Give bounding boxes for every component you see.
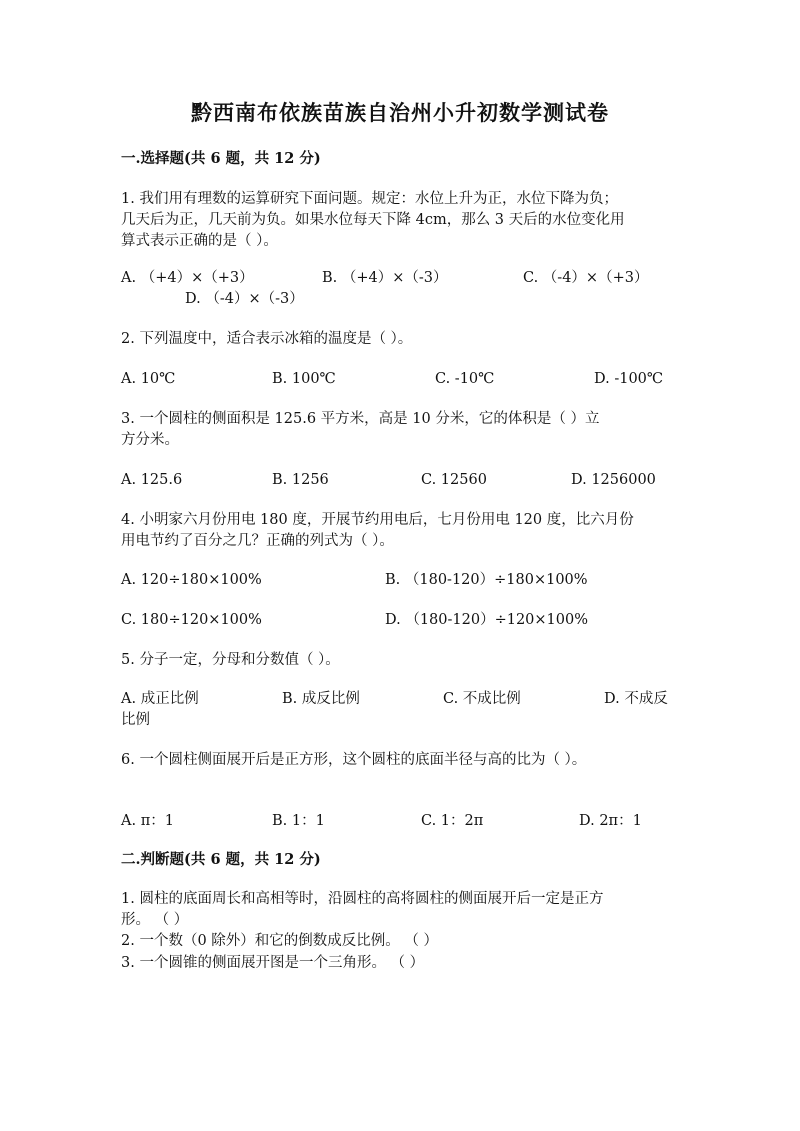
q5-option-d-wrap: 比例 [121, 712, 150, 728]
q3-option-c: C. 12560 [421, 472, 487, 488]
q2-line-1: 2. 下列温度中，适合表示冰箱的温度是（ ）。 [121, 331, 413, 347]
section-2-header: 二.判断题(共 6 题，共 12 分) [121, 851, 321, 868]
q4-option-a: A. 120÷180×100% [121, 572, 262, 588]
q4-line-2: 用电节约了百分之几？正确的列式为（ ）。 [121, 533, 394, 549]
q4-line-1: 4. 小明家六月份用电 180 度，开展节约用电后，七月份用电 120 度，比六月份 [121, 512, 634, 528]
q1-option-c: C. （-4）×（+3） [523, 270, 649, 286]
q4-option-b: B. （180-120）÷180×100% [385, 572, 588, 588]
q1-option-d: D. （-4）×（-3） [185, 291, 304, 307]
q2-option-c: C. -10℃ [435, 371, 495, 387]
q2-option-d: D. -100℃ [594, 371, 664, 387]
q5-option-b: B. 成反比例 [282, 691, 360, 707]
q6-line-1: 6. 一个圆柱侧面展开后是正方形，这个圆柱的底面半径与高的比为（ ）。 [121, 752, 587, 768]
q5-option-d: D. 不成反 [604, 691, 668, 707]
q1-line-1: 1. 我们用有理数的运算研究下面问题。规定：水位上升为正，水位下降为负； [121, 191, 618, 207]
q3-option-b: B. 1256 [272, 472, 329, 488]
q3-option-d: D. 1256000 [571, 472, 656, 488]
judge-q1-line-1: 1. 圆柱的底面周长和高相等时，沿圆柱的高将圆柱的侧面展开后一定是正方 [121, 891, 604, 907]
q1-line-3: 算式表示正确的是（ ）。 [121, 233, 278, 249]
q1-option-b: B. （+4）×（-3） [322, 270, 448, 286]
q4-option-d: D. （180-120）÷120×100% [385, 612, 589, 628]
q3-option-a: A. 125.6 [121, 472, 183, 488]
q4-option-c: C. 180÷120×100% [121, 612, 262, 628]
q6-option-b: B. 1：1 [272, 813, 325, 829]
q2-option-a: A. 10℃ [121, 371, 176, 387]
q6-option-a: A. π：1 [121, 813, 174, 829]
judge-q2: 2. 一个数（0 除外）和它的倒数成反比例。 （ ） [121, 933, 438, 949]
section-1-header: 一.选择题(共 6 题，共 12 分) [121, 150, 321, 167]
judge-q3: 3. 一个圆锥的侧面展开图是一个三角形。 （ ） [121, 955, 425, 971]
q1-line-2: 几天后为正，几天前为负。如果水位每天下降 4cm，那么 3 天后的水位变化用 [121, 212, 625, 228]
judge-q1-line-2: 形。 （ ） [121, 912, 189, 928]
q5-option-c: C. 不成比例 [443, 691, 521, 707]
q5-line-1: 5. 分子一定，分母和分数值（ ）。 [121, 652, 340, 668]
q5-option-a: A. 成正比例 [121, 691, 199, 707]
q3-line-2: 方分米。 [121, 432, 179, 448]
q2-option-b: B. 100℃ [272, 371, 336, 387]
q1-option-a: A. （+4）×（+3） [121, 270, 254, 286]
q3-line-1: 3. 一个圆柱的侧面积是 125.6 平方米，高是 10 分米，它的体积是（ ）立 [121, 411, 600, 427]
page-title: 黔西南布依族苗族自治州小升初数学测试卷 [191, 100, 609, 125]
q6-option-c: C. 1：2π [421, 813, 484, 829]
q6-option-d: D. 2π：1 [579, 813, 642, 829]
